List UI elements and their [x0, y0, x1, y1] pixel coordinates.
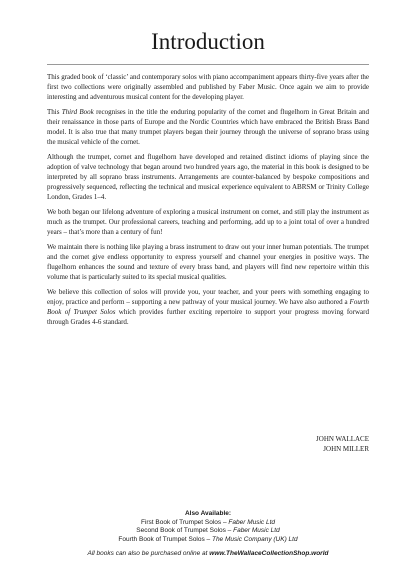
also-available-title: Second Book of Trumpet Solos –: [136, 527, 234, 534]
also-available-item: [0, 519, 416, 528]
paragraph-6: [47, 287, 369, 327]
signature-john-miller: JOHN MILLER: [323, 445, 369, 453]
paragraph-3: Although the trumpet, cornet and flugelhorn have developed and retained distinct idioms of playing since the adoption of valve technology that began around two hundred years ago, the material in this book is designed to be interpreted by all soprano brass instruments. Arrangements are counter-balanced by bespoke compositions and progressively sequenced, reflecting the technical and musical experience equivalent to ABRSM or Trinity College London, Grades 1–4.: [47, 153, 369, 201]
page-title: Introduction: [151, 29, 265, 54]
shop-url-link[interactable]: www.TheWallaceCollectionShop.world: [209, 550, 329, 557]
paragraph-6-suffix: which provides further exciting repertoire to support your progress moving forward through Grades 4-6 standard.: [47, 308, 369, 326]
also-available-title: First Book of Trumpet Solos –: [140, 518, 229, 526]
also-available-publisher: Faber Music Ltd: [233, 527, 280, 534]
paragraph-2-prefix: This: [47, 108, 62, 116]
title-divider: [47, 64, 369, 65]
paragraph-4: We both began our lifelong adventure of exploring a musical instrument on cornet, and still play the instrument as much as the trumpet. Our professional careers, teaching and performing, add up to a joint total of over a hundred years – that’s more than a century of fun!: [47, 208, 369, 236]
also-available-section: [0, 510, 416, 544]
book-title-fourth: Fourth Book of Trumpet Solos: [47, 298, 369, 316]
also-available-item: [0, 536, 416, 545]
also-available-heading: Also Available:: [184, 510, 232, 517]
footer-text: All books can also be purchased online at: [87, 550, 210, 557]
paragraph-5: We maintain there is nothing like playing a brass instrument to draw out your inner human potentials. The trumpet and the cornet give endless opportunity to express yourself and channel your energies in positive ways. The flugelhorn enhances the sound and texture of every brass band, and players will find new repertoire within this volume that is particularly suited to its special musical qualities.: [47, 243, 369, 281]
paragraph-2: [47, 107, 369, 147]
also-available-item: [0, 527, 416, 536]
signature-block: [316, 434, 369, 454]
paragraph-2-suffix: recognises in the title the enduring popularity of the cornet and flugelhorn in Great Britain and their renaissance in those parts of Europe and the Nordic Countries which have embraced the British Brass Band model. It is also true that many trumpet players began their journey through the universe of soprano brass using the musical vehicle of the cornet.: [47, 108, 370, 146]
paragraph-6-prefix: We believe this collection of solos will provide you, your teacher, and your peers with something engaging to enjoy, practice and perform – supporting a new pathway of your musical journey. We have also authored a: [47, 288, 369, 306]
purchase-footer: [0, 550, 416, 558]
introduction-body: [47, 72, 369, 332]
also-available-publisher: Faber Music Ltd: [228, 518, 276, 526]
also-available-title: Fourth Book of Trumpet Solos –: [118, 535, 212, 543]
signature-john-wallace: JOHN WALLACE: [316, 435, 369, 443]
paragraph-1: This graded book of ‘classic’ and contemporary solos with piano accompaniment appears thirty-five years after the first two collections were originally assembled and published by Faber Music. Once again we aim to provide interesting and adventurous musical content for the developing player.: [47, 73, 369, 101]
book-title-third: Third Book: [61, 108, 94, 116]
also-available-publisher: The Music Company (UK) Ltd: [211, 535, 298, 543]
